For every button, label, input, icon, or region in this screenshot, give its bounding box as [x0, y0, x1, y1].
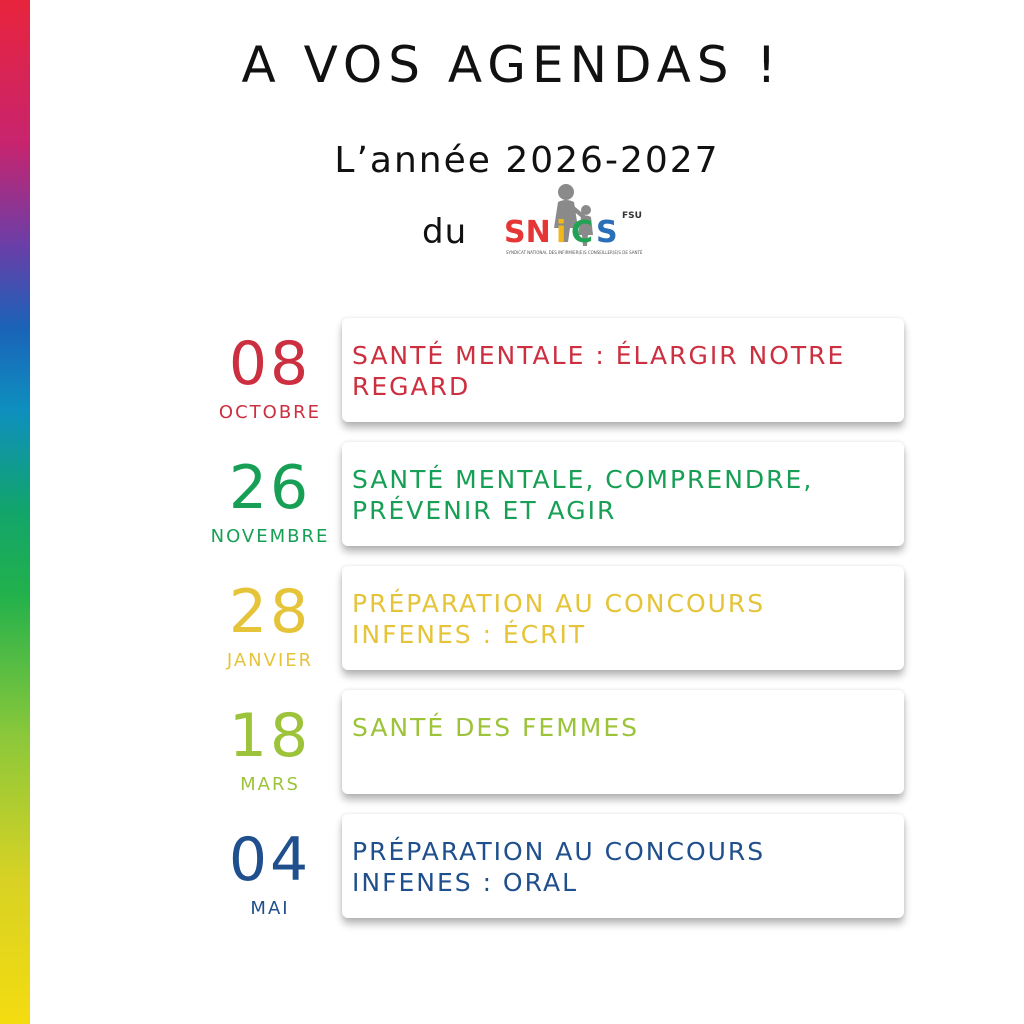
event-day: 04: [228, 825, 312, 895]
page-subtitle: L’année 2026-2027: [334, 140, 720, 181]
event-row: [200, 318, 920, 430]
logo-text-i: i: [556, 215, 567, 250]
event-card: [342, 442, 904, 546]
event-date: [200, 701, 340, 795]
event-card: [342, 690, 904, 794]
event-date: [200, 453, 340, 547]
event-title: PRÉPARATION AU CONCOURS INFENES : ORAL: [352, 837, 766, 897]
snics-logo: [500, 180, 650, 264]
event-row: [200, 690, 920, 802]
logo-text-sn: SN: [504, 215, 551, 250]
event-title: SANTÉ MENTALE, COMPRENDRE, PRÉVENIR ET AGIR: [352, 465, 814, 525]
event-row: [200, 566, 920, 678]
logo-text-c: C: [571, 215, 594, 250]
event-card: [342, 566, 904, 670]
event-day: 18: [228, 701, 312, 771]
event-title: PRÉPARATION AU CONCOURS INFENES : ÉCRIT: [352, 589, 766, 649]
page-title: A VOS AGENDAS !: [241, 36, 783, 94]
logo-fsu: FSU: [622, 211, 642, 221]
event-month: MAI: [250, 898, 290, 919]
du-label: du: [422, 212, 468, 252]
event-row: [200, 814, 920, 926]
event-day: 26: [228, 453, 312, 523]
event-title: SANTÉ DES FEMMES: [352, 713, 639, 742]
logo-text-s: S: [596, 215, 618, 250]
event-row: [200, 442, 920, 554]
event-date: [200, 577, 340, 671]
event-month: OCTOBRE: [218, 402, 322, 423]
logo-tagline: SYNDICAT NATIONAL DES INFIRMIER(E)S CONSEILLER(E)S DE SANTÉ: [506, 250, 643, 255]
event-month: MARS: [240, 774, 300, 795]
event-month: JANVIER: [226, 650, 314, 671]
event-day: 08: [228, 329, 312, 399]
event-day: 28: [228, 577, 312, 647]
event-month: NOVEMBRE: [210, 526, 330, 547]
event-date: [200, 329, 340, 423]
event-card: [342, 814, 904, 918]
event-title: SANTÉ MENTALE : ÉLARGIR NOTRE REGARD: [352, 341, 846, 401]
event-date: [200, 825, 340, 919]
event-card: [342, 318, 904, 422]
